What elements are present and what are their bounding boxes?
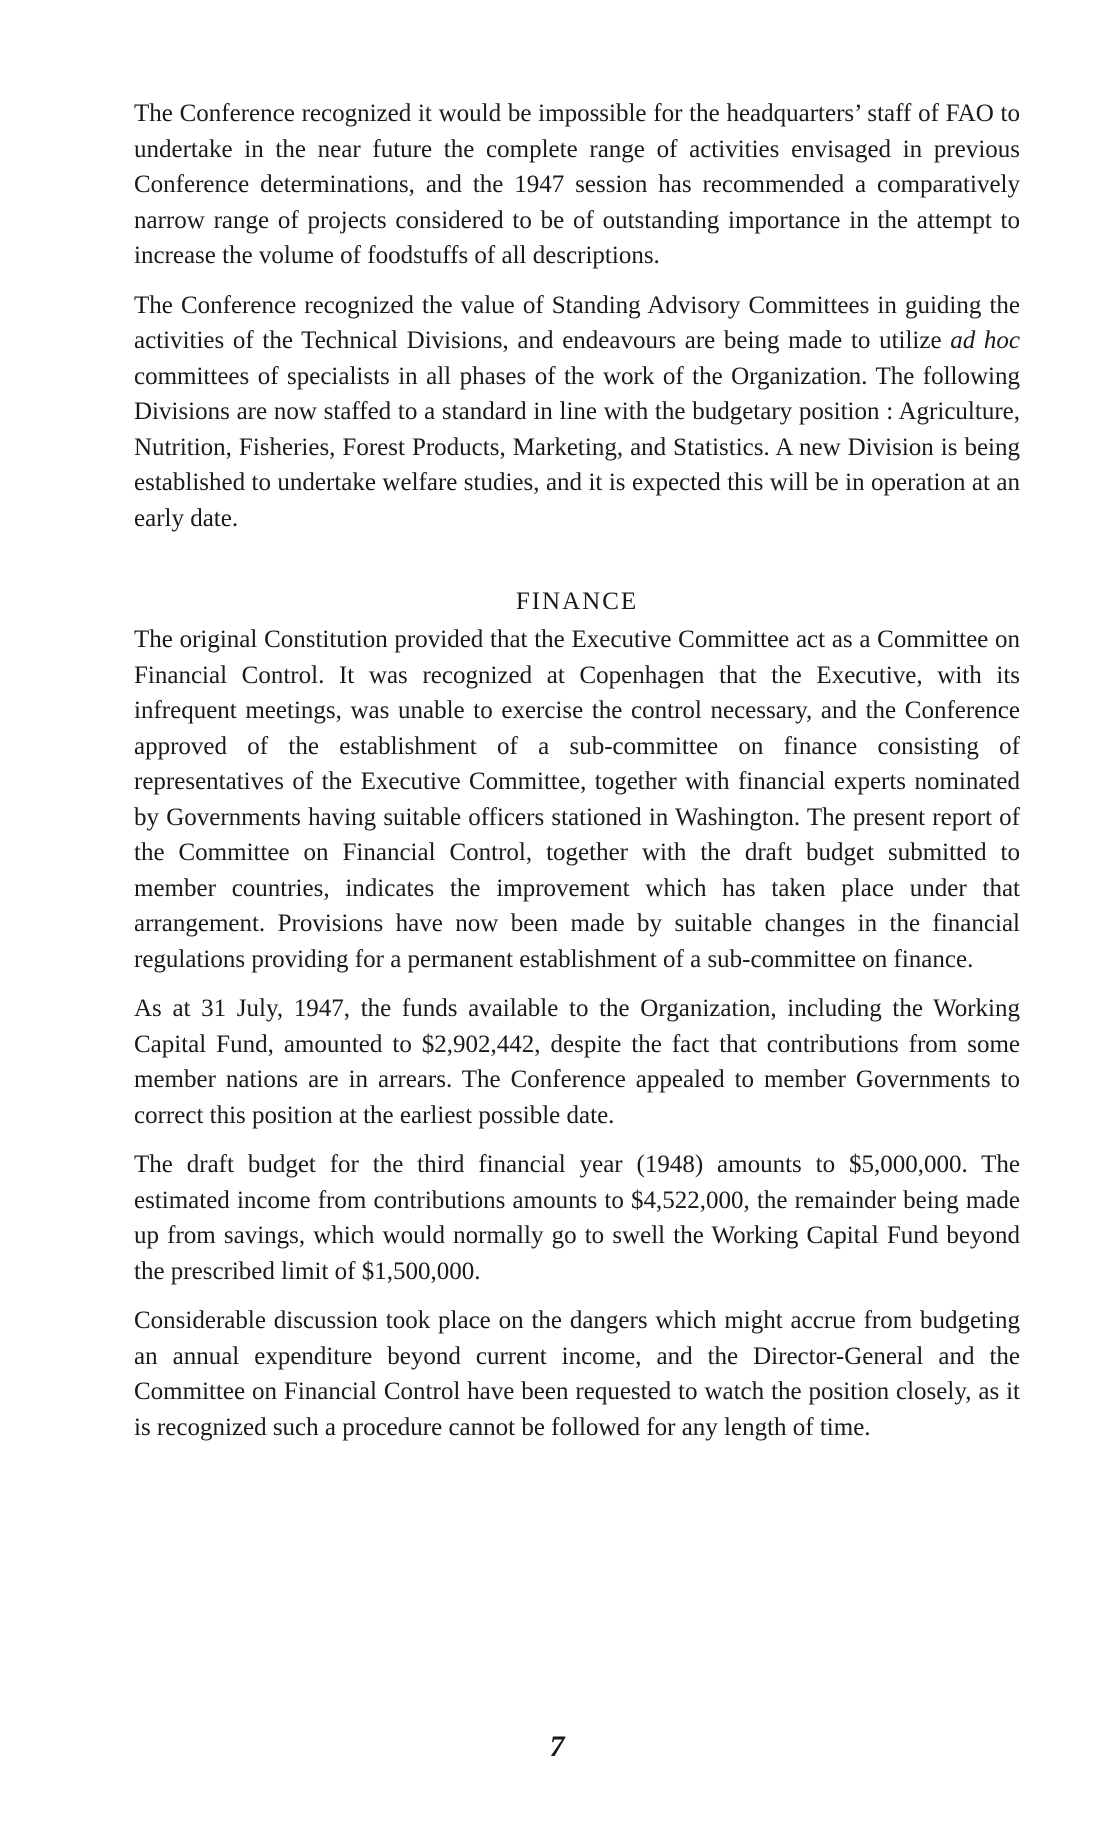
page-number: 7: [549, 1730, 565, 1763]
paragraph-advisory-committees-part1: The Conference recognized the value of Standing Advisory Committees in guiding the activities of the Technical Divisions, and endeavours are being made to utilize: [134, 291, 1020, 354]
paragraph-funds-available: As at 31 July, 1947, the funds available to the Organization, including the Working Capital Fund, amounted to $2,902,442, despite the fact that contributions from some member nations are in arrears. The Conference appealed to member Governments to correct this position at the earliest possible date.: [134, 995, 1020, 1129]
paragraph-discussion: Considerable discussion took place on the dangers which might accrue from budgeting an annual expenditure beyond current income, and the Director-General and the Committee on Financial Control have been requested to watch the position closely, as it is recognized such a procedure cannot be followed for any length of time.: [134, 1307, 1020, 1441]
paragraph-advisory-committees: [134, 288, 1020, 537]
paragraph-constitution: The original Constitution provided that the Executive Committee act as a Committee on Financial Control. It was recognized at Copenhagen that the Executive, with its infrequent meetings, was unable to exercise the control necessary, and the Conference approved of the establishment of a sub-committee on finance consisting of representatives of the Executive Committee, together with financial experts nominated by Governments having suitable officers stationed in Washington. The present report of the Committee on Financial Control, together with the draft budget submitted to member countries, indicates the improvement which has taken place under that arrangement. Provisions have now been made by suitable changes in the financial regulations providing for a permanent establishment of a sub-committee on finance.: [134, 626, 1020, 973]
paragraph-draft-budget: The draft budget for the third financial year (1948) amounts to $5,000,000. The estimated income from contributions amounts to $4,522,000, the remainder being made up from savings, which would normally go to swell the Working Capital Fund beyond the prescribed limit of $1,500,000.: [134, 1151, 1020, 1285]
ad-hoc-italic: ad hoc: [950, 327, 1020, 354]
section-heading-finance: FINANCE: [515, 588, 639, 615]
paragraph-advisory-committees-part2: committees of specialists in all phases of the work of the Organization. The following Divisions are now staffed to a standard in line with the budgetary position : Agriculture, Nutrition, Fisheries, Forest Products, Marketing, and Statistics. A new Division is being established to undertake welfare studies, and it is expected this will be in operation at an early date.: [134, 362, 1020, 532]
paragraph-conference-range: The Conference recognized it would be impossible for the headquarters’ staff of FAO to undertake in the near future the complete range of activities envisaged in previous Conference determinations, and the 1947 session has recommended a comparatively narrow range of projects considered to be of outstanding importance in the attempt to increase the volume of foodstuffs of all descriptions.: [134, 100, 1020, 269]
body-text: [134, 96, 1020, 1459]
